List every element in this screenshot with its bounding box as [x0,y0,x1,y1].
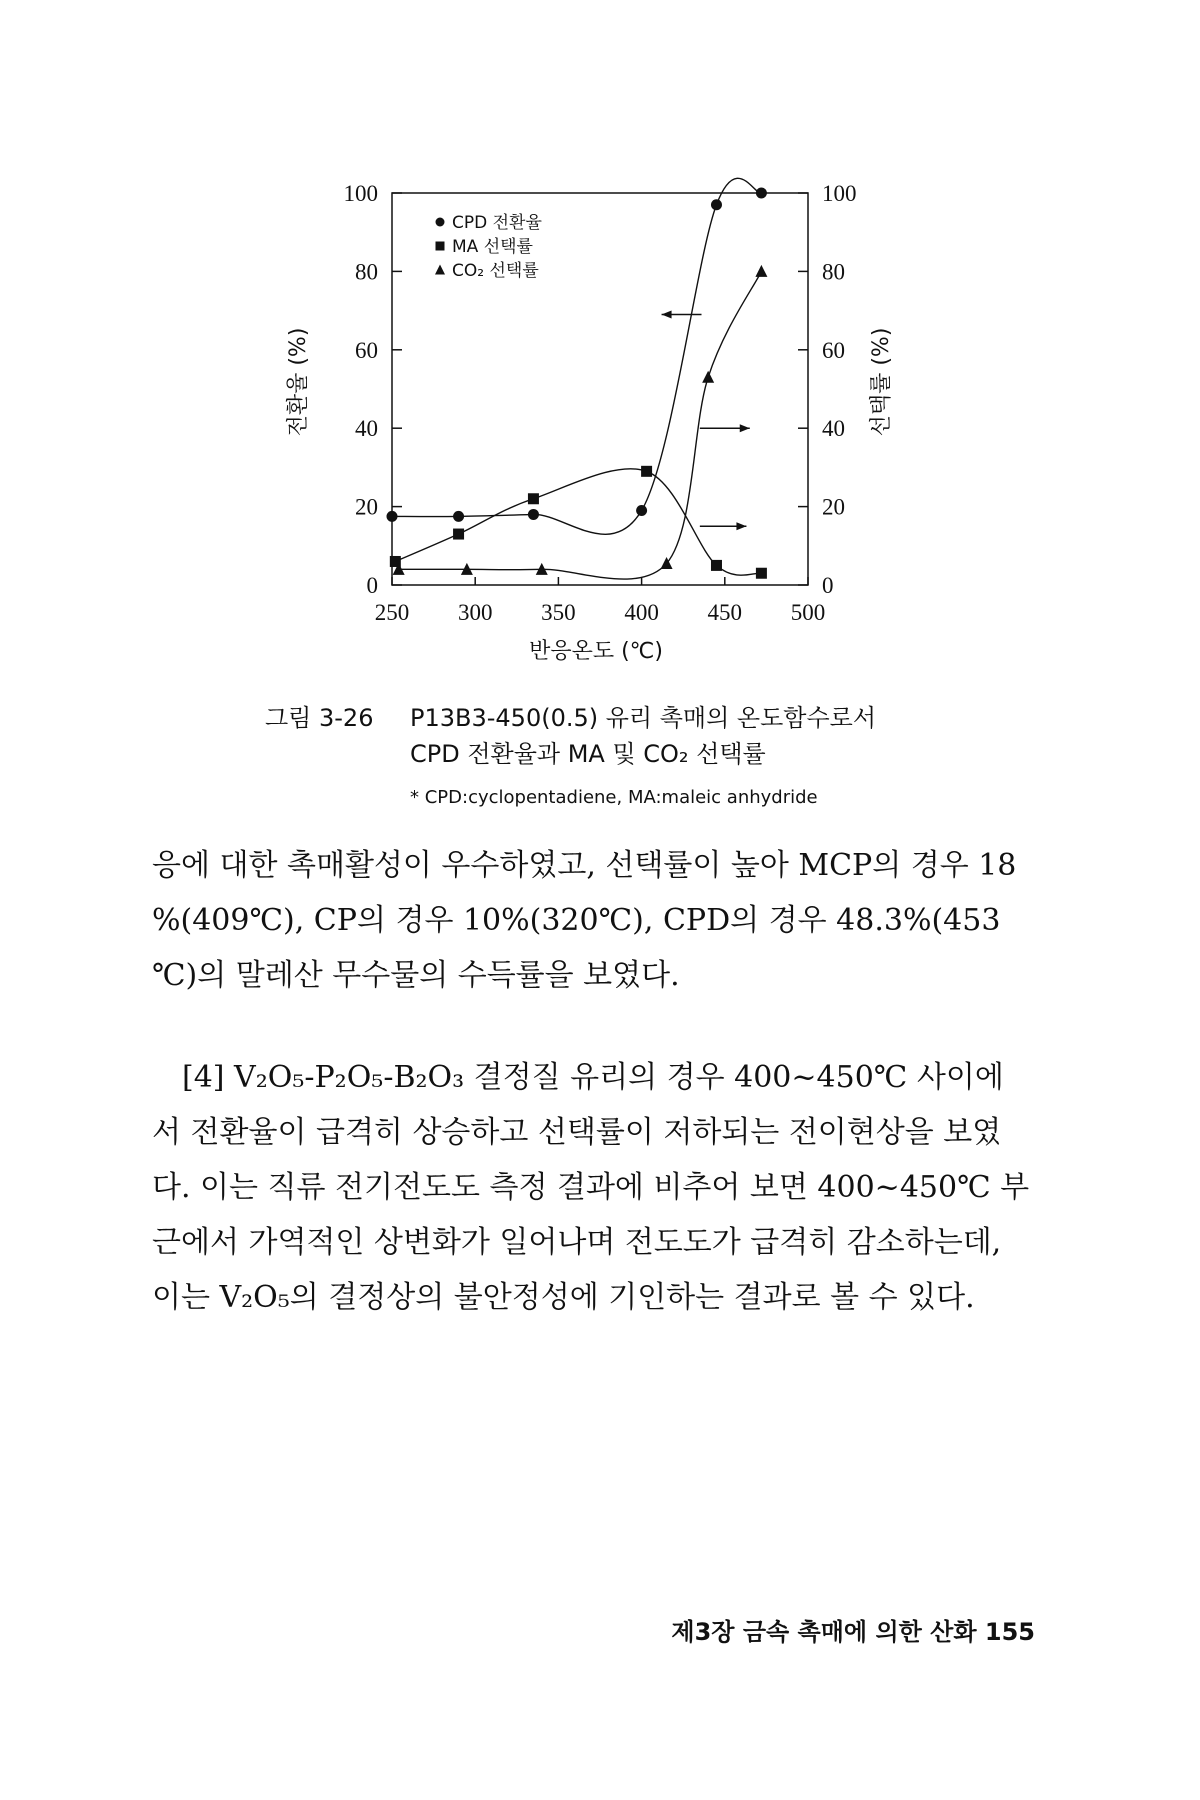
figure-number: 그림 3-26 [265,704,374,732]
caption-line-2: CPD 전환율과 MA 및 CO₂ 선택률 [410,740,766,768]
y-tick-label-left: 80 [355,259,378,285]
x-tick-label: 450 [707,600,743,625]
x-axis-label: 반응온도 (℃) [529,639,663,664]
co2-selectivity-point [755,265,767,277]
y-tick-label-right: 0 [822,573,834,598]
cpd-conversion-point [711,199,722,210]
co2-selectivity-point [702,371,714,383]
paragraph-line: [4] V₂O₅-P₂O₅-B₂O₃ 결정질 유리의 경우 400~450℃ 사이에 [182,1060,1004,1095]
y-axis-label-left: 전환율 (%) [286,327,311,437]
x-tick-label: 250 [374,600,410,625]
ma-selectivity-point [641,466,652,477]
chart-figure [0,0,1200,700]
x-tick-label: 350 [541,600,576,625]
legend-entry: CPD 전환율 [452,213,542,233]
cpd-conversion-point [453,511,464,522]
paragraph-line: 서 전환율이 급격히 상승하고 선택률이 저하되는 전이현상을 보였 [152,1115,1002,1150]
cpd-conversion-line [392,178,761,534]
chart-legend [435,212,542,281]
ma-selectivity-point [453,529,464,540]
y-tick-label-left: 20 [355,494,378,520]
arrow-to-right-axis-lower-head [736,522,746,530]
paragraph-line: 이는 V₂O₅의 결정상의 불안정성에 기인하는 결과로 볼 수 있다. [152,1280,975,1315]
y-tick-label-right: 100 [822,181,857,206]
co2-selectivity-legend-marker [435,265,445,275]
arrow-to-right-axis-upper-head [740,424,750,432]
y-tick-label-left: 60 [355,337,378,363]
ma-selectivity-point [711,560,722,571]
paragraph-line: 근에서 가역적인 상변화가 일어나며 전도도가 급격히 감소하는데, [152,1225,1002,1260]
legend-entry: CO₂ 선택률 [452,261,539,281]
ma-selectivity-line [395,469,761,575]
arrow-to-left-axis-head [662,311,672,319]
x-tick-label: 400 [624,600,659,625]
cpd-conversion-point [528,509,539,520]
ma-selectivity-legend-marker [436,242,445,251]
legend-entry: MA 선택률 [452,237,533,257]
paragraph-line: ℃)의 말레산 무수물의 수득률을 보였다. [152,958,680,993]
y-tick-label-right: 80 [822,259,845,285]
body-paragraph-1 [152,838,1032,1003]
body-paragraph-2 [152,1050,1032,1325]
x-tick-label: 500 [790,600,826,625]
ma-selectivity-point [756,568,767,579]
y-tick-label-right: 20 [822,494,845,520]
cpd-conversion-point [636,505,647,516]
y-tick-label-right: 40 [822,416,845,442]
paragraph-line: %(409℃), CP의 경우 10%(320℃), CPD의 경우 48.3%(453 [152,903,1001,938]
page-footer: 제3장 금속 촉매에 의한 산화 155 [671,1618,1035,1646]
y-axis-label-right: 선택률 (%) [869,327,894,437]
cpd-conversion-point [387,511,398,522]
chart-axes [344,181,857,625]
ma-selectivity-point [528,493,539,504]
paragraph-line: 다. 이는 직류 전기전도도 측정 결과에 비추어 보면 400~450℃ 부 [152,1170,1030,1205]
y-tick-label-left: 40 [355,416,378,442]
paragraph-line: 응에 대한 촉매활성이 우수하였고, 선택률이 높아 MCP의 경우 18 [152,848,1017,883]
caption-note: * CPD:cyclopentadiene, MA:maleic anhydride [410,787,818,808]
cpd-conversion-point [756,188,767,199]
x-tick-label: 300 [457,600,493,625]
y-tick-label-right: 60 [822,337,845,363]
cpd-conversion-legend-marker [436,218,445,227]
y-tick-label-left: 0 [366,573,378,598]
y-tick-label-left: 100 [343,181,378,206]
caption-line-1: P13B3-450(0.5) 유리 촉매의 온도함수로서 [410,704,877,732]
